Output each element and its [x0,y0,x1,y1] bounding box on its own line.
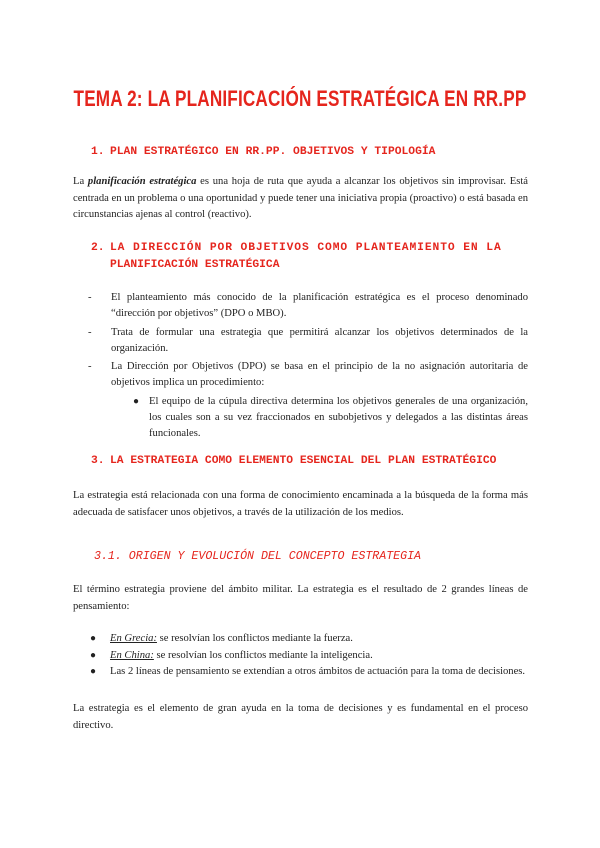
thought-lines-list [90,631,530,681]
section-3-1-heading: 3.1. ORIGEN Y EVOLUCIÓN DEL CONCEPTO ESTRATEGIA [94,550,421,563]
list-item-text: se resolvían los conflictos mediante la fuerza. [156,633,353,644]
list-item-text: se resolvían los conflictos mediante la inteligencia. [153,649,373,661]
list-item [88,290,528,323]
list-item [88,359,528,392]
closing-paragraph: La estrategia es el elemento de gran ayuda en la toma de decisiones y es fundamental en el proceso directivo. [73,703,528,731]
dash-marker: - [88,292,92,303]
sub-list-item-text: El equipo de la cúpula directiva determina los objetivos generales de una organización, los cuales son a su vez fraccionados en subobjetivos y delegados a las distintas áreas funcionales. [149,395,528,440]
list-item-text: Las 2 líneas de pensamiento se extendían a otros ámbitos de actuación para la toma de decisiones. [110,666,526,677]
page-title: TEMA 2: LA PLANIFICACIÓN ESTRATÉGICA EN RR.PP [73,86,527,111]
dpo-list [88,290,528,443]
list-item [90,631,530,648]
bullet-marker: ● [90,633,97,644]
section-1-paragraph [73,174,528,224]
section-2-number: 2. [91,242,105,254]
section-2-title-line2: PLANIFICACIÓN ESTRATÉGICA [110,259,280,271]
section-1-heading [91,144,531,161]
section-3-number: 3. [91,455,105,467]
dash-marker: - [88,326,92,338]
list-item-text: Trata de formular una estrategia que permitirá alcanzar los objetivos determinados de la organización. [111,326,528,354]
bullet-marker: ● [133,395,140,407]
section-2-heading [91,240,531,274]
list-item [90,648,530,665]
key-term: planificación estratégica [87,176,197,187]
section-3-paragraph: La estrategia está relacionada con una forma de conocimiento encaminada a la búsqueda de la forma más adecuada de satisfacer unos objetivos, a través de la utilización de los medios. [73,490,528,518]
section-3-1-paragraph: El término estrategia proviene del ámbito militar. La estrategia es el resultado de 2 grandes líneas de pensamiento: [73,584,528,612]
section-1-number: 1. [91,146,105,158]
list-item-text: El planteamiento más conocido de la planificación estratégica es el proceso denominado “dirección por objetivos” (DPO o MBO). [111,292,528,320]
dash-marker: - [88,361,92,373]
list-item [88,325,528,358]
list-item-label: En China: [110,649,154,661]
sub-list-item [133,394,528,443]
bullet-marker: ● [90,666,97,677]
para-text: es una hoja de ruta que ayuda a alcanzar los objetivos sin improvisar. Está centrada en un problema o una oportunidad y puede tener una iniciativa propia (proactivo) o está basada en circunstancias ajenas al control (reactivo). [73,176,528,220]
section-1-title: PLAN ESTRATÉGICO EN RR.PP. OBJETIVOS Y TIPOLOGÍA [110,146,436,158]
para-text: La [73,176,88,187]
list-item-label: En Grecia: [110,633,157,644]
list-item [90,664,530,681]
bullet-marker: ● [90,649,97,661]
section-3-heading [91,453,531,470]
section-2-title-line1: LA DIRECCIÓN POR OBJETIVOS COMO PLANTEAMIENTO EN LA [110,242,502,254]
list-item-text: La Dirección por Objetivos (DPO) se basa en el principio de la no asignación autoritaria de objetivos implica un procedimiento: [111,361,528,389]
section-3-title: LA ESTRATEGIA COMO ELEMENTO ESENCIAL DEL PLAN ESTRATÉGICO [110,455,497,467]
